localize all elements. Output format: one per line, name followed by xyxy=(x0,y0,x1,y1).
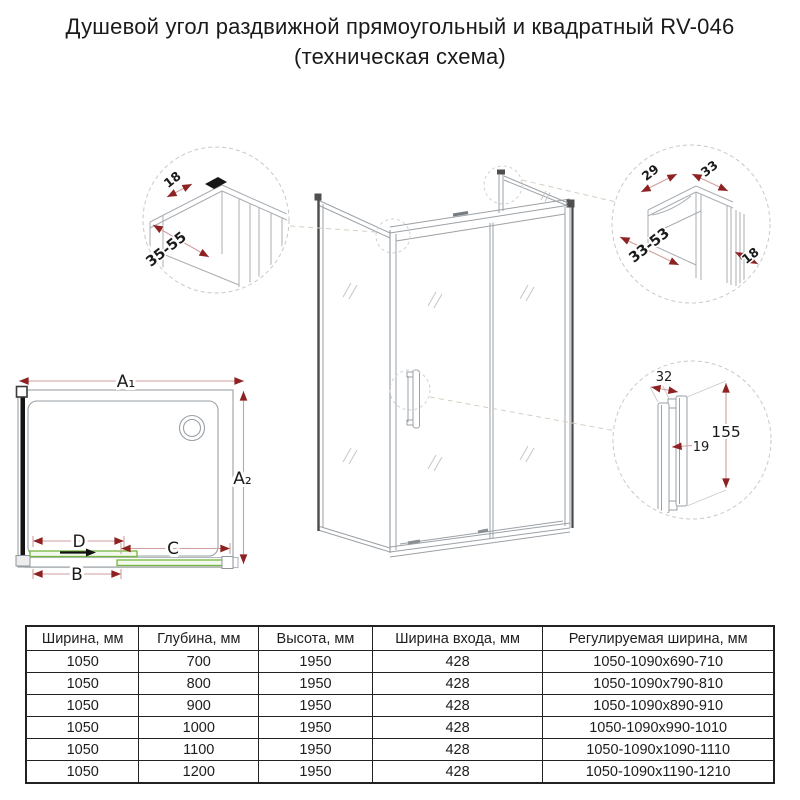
dim-profile-width: 33 xyxy=(697,157,721,180)
spec-cell: 428 xyxy=(372,761,543,784)
spec-table-body xyxy=(26,651,774,784)
title-line-1: Душевой угол раздвижной прямоугольный и квадратный RV-046 xyxy=(65,14,735,39)
spec-header-row xyxy=(26,626,774,651)
callout-circles xyxy=(376,166,522,410)
spec-cell: 1050-1090x690-710 xyxy=(543,651,774,673)
detail-handle xyxy=(613,361,771,519)
detail-top-right xyxy=(612,145,770,303)
spec-row xyxy=(26,761,774,784)
roller-block xyxy=(205,177,227,189)
spec-cell: 1950 xyxy=(259,651,373,673)
spec-cell: 1950 xyxy=(259,761,373,784)
spec-cell: 428 xyxy=(372,739,543,761)
plan-view xyxy=(16,372,252,585)
spec-row xyxy=(26,673,774,695)
spec-cell: 900 xyxy=(139,695,259,717)
fixed-front-panel xyxy=(117,560,229,566)
dim-label-a2: A₂ xyxy=(233,469,252,489)
spec-cell: 1950 xyxy=(259,739,373,761)
spec-cell: 1050-1090x890-910 xyxy=(543,695,774,717)
spec-row xyxy=(26,717,774,739)
spec-cell: 1050 xyxy=(26,695,139,717)
spec-cell: 1050 xyxy=(26,717,139,739)
main-isometric-drawing xyxy=(290,166,616,557)
detail-top-left xyxy=(143,147,289,297)
dim-label-b: B xyxy=(71,565,83,585)
spec-cell: 428 xyxy=(372,673,543,695)
spec-cell: 1050 xyxy=(26,761,139,784)
spec-cell: 1050 xyxy=(26,651,139,673)
spec-cell: 1050 xyxy=(26,739,139,761)
dim-label-d: D xyxy=(72,532,86,552)
spec-header-cell: Глубина, мм xyxy=(139,626,259,651)
spec-header-cell: Ширина, мм xyxy=(26,626,139,651)
dim-glass-offset: 18 xyxy=(738,244,762,267)
spec-cell: 1950 xyxy=(259,695,373,717)
spec-cell: 700 xyxy=(139,651,259,673)
wall-bracket xyxy=(17,387,28,398)
dim-handle-width: 32 xyxy=(655,370,673,385)
spec-cell: 1200 xyxy=(139,761,259,784)
door-handle xyxy=(407,370,420,428)
spec-cell: 1100 xyxy=(139,739,259,761)
dim-top-adjust-range: 35-55 xyxy=(143,229,190,271)
fixed-side-panel xyxy=(21,391,26,559)
spec-cell: 800 xyxy=(139,673,259,695)
end-cap xyxy=(222,557,233,569)
dim-label-a1: A₁ xyxy=(116,372,136,392)
spec-cell: 1050-1090x1090-1110 xyxy=(543,739,774,761)
spec-table xyxy=(25,625,775,784)
spec-cell: 428 xyxy=(372,695,543,717)
corner-bracket xyxy=(16,556,30,567)
title-line-2: (техническая схема) xyxy=(294,44,506,69)
spec-row xyxy=(26,651,774,673)
dim-top-profile-depth: 18 xyxy=(160,168,184,191)
dim-label-c: C xyxy=(167,539,179,559)
spec-cell: 428 xyxy=(372,717,543,739)
spec-header-cell: Регулируемая ширина, мм xyxy=(543,626,774,651)
spec-header-cell: Ширина входа, мм xyxy=(372,626,543,651)
dim-handle-height: 155 xyxy=(711,423,741,441)
dim-adjust-range: 33-53 xyxy=(626,225,673,267)
spec-cell: 1050 xyxy=(26,673,139,695)
spec-cell: 428 xyxy=(372,651,543,673)
dim-handle-gap: 19 xyxy=(692,440,710,455)
spec-row xyxy=(26,695,774,717)
spec-header-cell: Высота, мм xyxy=(259,626,373,651)
spec-cell: 1050-1090x790-810 xyxy=(543,673,774,695)
spec-cell: 1000 xyxy=(139,717,259,739)
spec-cell: 1050-1090x1190-1210 xyxy=(543,761,774,784)
spec-cell: 1950 xyxy=(259,673,373,695)
spec-row xyxy=(26,739,774,761)
spec-cell: 1050-1090x990-1010 xyxy=(543,717,774,739)
dim-wall-profile: 29 xyxy=(638,161,662,184)
spec-cell: 1950 xyxy=(259,717,373,739)
